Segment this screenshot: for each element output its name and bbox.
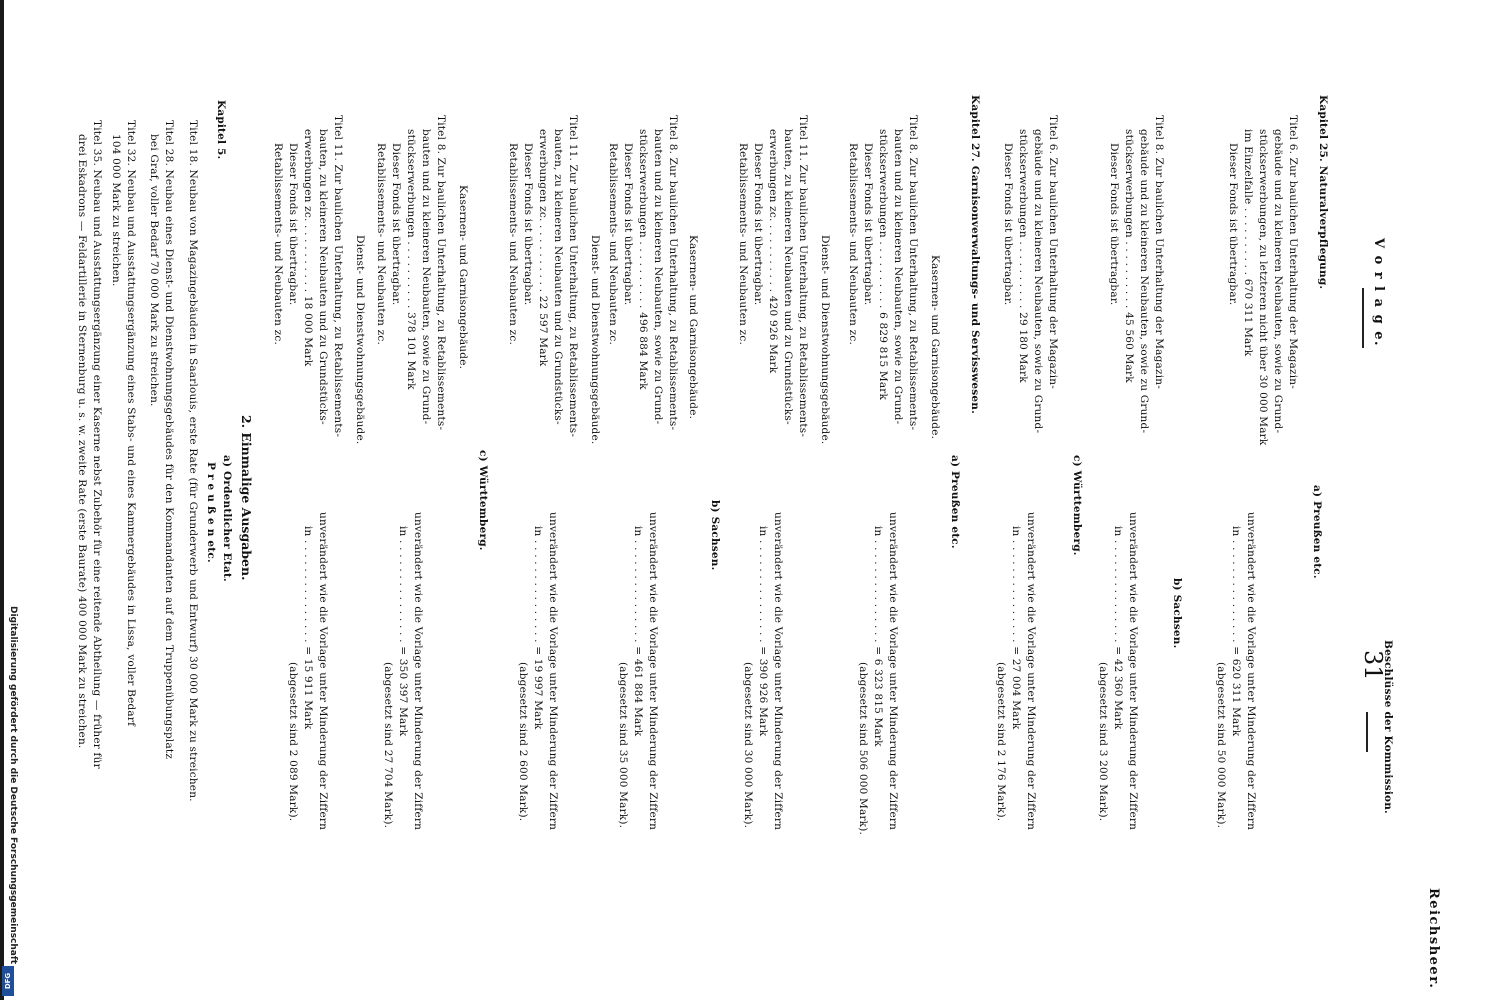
k27-dienst-c: Dienst- und Dienstwohnungsgebäude. — [354, 235, 366, 445]
einmalige-preussen: P r e u ß e n etc. — [205, 462, 217, 563]
kapitel27-sub-a: a) Preußen etc. — [949, 455, 961, 549]
k27-titel8c: Titel 8. Zur baulichen Unterhaltung, zu Retablissements- bauten und zu kleineren Neubauten, sowie zu Grund- stückserwerbungen . . . . . . . . . . 378 101 Mark Dieser Fonds ist übertragbar. Retablissements- und Neubauten zc. — [375, 115, 447, 431]
k27-titel8c-decision: unverändert wie die Vorlage unter Minderung der Ziffern in . . . . . . . . . . . . . . . = 350 397 Mark (abgesetzt sind 27 704 Mark). — [382, 512, 424, 831]
einmalige-titel28: Titel 28. Neubau eines Dienst- und Dienstwohnungsgebäudes für den Kommandanten auf dem Truppenübungsplatz bei Graf, voller Bedarf 70 000 Mark zu streichen. — [148, 120, 175, 760]
digitization-credit: Digitalisierung gefördert durch die Deutsche Forschungsgemeinschaft — [8, 606, 18, 965]
scan-edge-bar — [0, 0, 4, 1000]
k27-dienst-b: Dienst- und Dienstwohnungsgebäude. — [589, 235, 601, 445]
kapitel27-sub-c: c) Württemberg. — [477, 450, 489, 551]
beschluesse-rule — [1366, 712, 1368, 752]
einmalige-titel35: Titel 35. Neubau und Ausstattungsergänzung einer Kaserne nebst Zubehör für eine reitende Abtheilung — früher für drei Eskadrons — Feldartillerie in Sternenburg u. s. w. zweite Rate (erste Baurate) 400 000 Mark zu streichen. — [76, 120, 103, 769]
einmalige-sub-a: a) Ordentlicher Etat. — [221, 455, 233, 582]
k27-titel11b: Titel 11. Zur baulichen Unterhaltung, zu Retablissements- bauten, zu kleineren Neubauten und zu Grundstücks- erwerbungen zc. . . . . . . . . . . 22 597 Mark Dieser Fonds ist übertragbar. Retablissements- und Neubauten zc. — [507, 115, 579, 438]
k27-titel8b-decision: unverändert wie die Vorlage unter Minderung der Ziffern in . . . . . . . . . . . . . . . = 461 884 Mark (abgesetzt sind 35 000 Mark). — [617, 512, 659, 831]
kapitel27-title: Kapitel 27. Garnisonverwaltungs- und Servisswesen. — [969, 95, 981, 414]
page-number: 31 — [1359, 650, 1387, 681]
k25-titel8-decision: unverändert wie die Vorlage unter Minderung der Ziffern in . . . . . . . . . . . . . . . = 42 360 Mark (abgesetzt sind 3 200 Mark). — [1097, 512, 1139, 831]
kapitel25-title: Kapitel 25. Naturalverpflegung. — [1317, 95, 1329, 290]
k25-titel8: Titel 8. Zur baulichen Unterhaltung der Magazin- gebäude und zu kleineren Neubauten, sowie zu Grund- stückserwerbungen . . . . . . . . . . 45 560 Mark Dieser Fonds ist übertragbar. — [1108, 115, 1165, 434]
k27-kasernen-c: Kasernen- und Garnisongebäude. — [457, 185, 469, 370]
k27-kasernen-a: Kasernen- und Garnisongebäude. — [929, 255, 941, 440]
k27-titel8: Titel 8. Zur baulichen Unterhaltung, zu Retablissements- bauten und zu kleineren Neubauten, sowie zu Grund- stückserwerbungen . . . . . . . . . . 6 829 815 Mark Dieser Fonds ist übertragbar. Retablissements- und Neubauten zc. — [847, 115, 919, 431]
vorlage-rule — [1362, 288, 1364, 348]
kapitel5-title: Kapitel 5. — [215, 100, 227, 160]
k27-titel11c: Titel 11. Zur baulichen Unterhaltung, zu Retablissements- bauten, zu kleineren Neubauten und zu Grundstücks- erwerbungen zc. . . . . . . . . . . 18 000 Mark Dieser Fonds ist übertragbar. Retablissements- und Neubauten zc. — [272, 115, 344, 438]
reichsheer-heading: Reichsheer. — [1426, 888, 1441, 990]
k27-titel8b: Titel 8. Zur baulichen Unterhaltung, zu Retablissements- bauten und zu kleineren Neubauten, sowie zu Grund- stückserwerbungen . . . . . . . . . . 496 884 Mark Dieser Fonds ist übertragbar. Retablissements- und Neubauten zc. — [607, 115, 679, 431]
einmalige-titel32: Titel 32. Neubau und Ausstattungsergänzung eines Stabs- und eines Kammergebäudes in Lissa, voller Bedarf 104 000 Mark zu streichen. — [110, 120, 137, 727]
k27-titel8-decision: unverändert wie die Vorlage unter Minderung der Ziffern in . . . . . . . . . . . . . . . = 6 323 815 Mark (abgesetzt sind 506 000 Mark). — [857, 512, 899, 836]
k25-titel6c: Titel 6. Zur baulichen Unterhaltung der Magazin- gebäude und zu kleineren Neubauten, sowie zu Grund- stückserwerbungen . . . . . . . . . . 29 180 Mark Dieser Fonds ist übertragbar. — [1002, 115, 1059, 434]
k25-titel6: Titel 6. Zur baulichen Unterhaltung der Magazin- gebäude und zu kleineren Neubauten, sowie zu Grund- stückserwerbungen, zu letzteren nicht über 30 000 Mark im Einzelfalle . . . . . . . . . . 670 311 Mark Dieser Fonds ist übertragbar. — [1227, 115, 1299, 446]
k27-titel11c-decision: unverändert wie die Vorlage unter Minderung der Ziffern in . . . . . . . . . . . . . . . = 15 911 Mark (abgesetzt sind 2 089 Mark). — [287, 512, 329, 831]
k27-titel11-decision: unverändert wie die Vorlage unter Minderung der Ziffern in . . . . . . . . . . . . . . . = 390 926 Mark (abgesetzt sind 30 000 Mark). — [742, 512, 784, 831]
vorlage-heading: V o r l a g e. — [1371, 238, 1386, 348]
kapitel25-sub-b: b) Sachsen. — [1171, 578, 1183, 649]
k27-titel11b-decision: unverändert wie die Vorlage unter Minderung der Ziffern in . . . . . . . . . . . . . . . = 19 997 Mark (abgesetzt sind 2 600 Mark). — [517, 512, 559, 831]
k27-kasernen-b: Kasernen- und Garnisongebäude. — [687, 235, 699, 420]
dfg-logo-icon: DFG — [2, 966, 14, 996]
kapitel27-sub-b: b) Sachsen. — [709, 500, 721, 571]
k27-titel11: Titel 11. Zur baulichen Unterhaltung, zu Retablissements- bauten, zu kleineren Neubauten und zu Grundstücks- erwerbungen zc. . . . . . . . . . . 420 926 Mark Dieser Fonds ist übertragbar. Retablissements- und Neubauten zc. — [737, 115, 809, 438]
k25-titel6-decision: unverändert wie die Vorlage unter Minderung der Ziffern in . . . . . . . . . . . . . . . = 620 311 Mark (abgesetzt sind 50 000 Mark). — [1215, 512, 1257, 831]
k27-dienst-a: Dienst- und Dienstwohnungsgebäude. — [819, 235, 831, 445]
k25-titel6c-decision: unverändert wie die Vorlage unter Minderung der Ziffern in . . . . . . . . . . . . . . . = 27 004 Mark (abgesetzt sind 2 176 Mark). — [995, 512, 1037, 831]
einmalige-titel18: Titel 18. Neubau von Magazingebäuden in Saarlouis, erste Rate (für Grunderwerb und Entwurf) 30 000 Mark zu streichen. — [187, 120, 199, 802]
kapitel25-sub-c: c) Württemberg. — [1071, 455, 1083, 556]
einmalige-heading: 2. Einmalige Ausgaben. — [239, 415, 254, 581]
kapitel25-sub-a: a) Preußen etc. — [1311, 485, 1323, 579]
beschluesse-heading: Beschlüsse der Kommission. — [1382, 640, 1394, 814]
